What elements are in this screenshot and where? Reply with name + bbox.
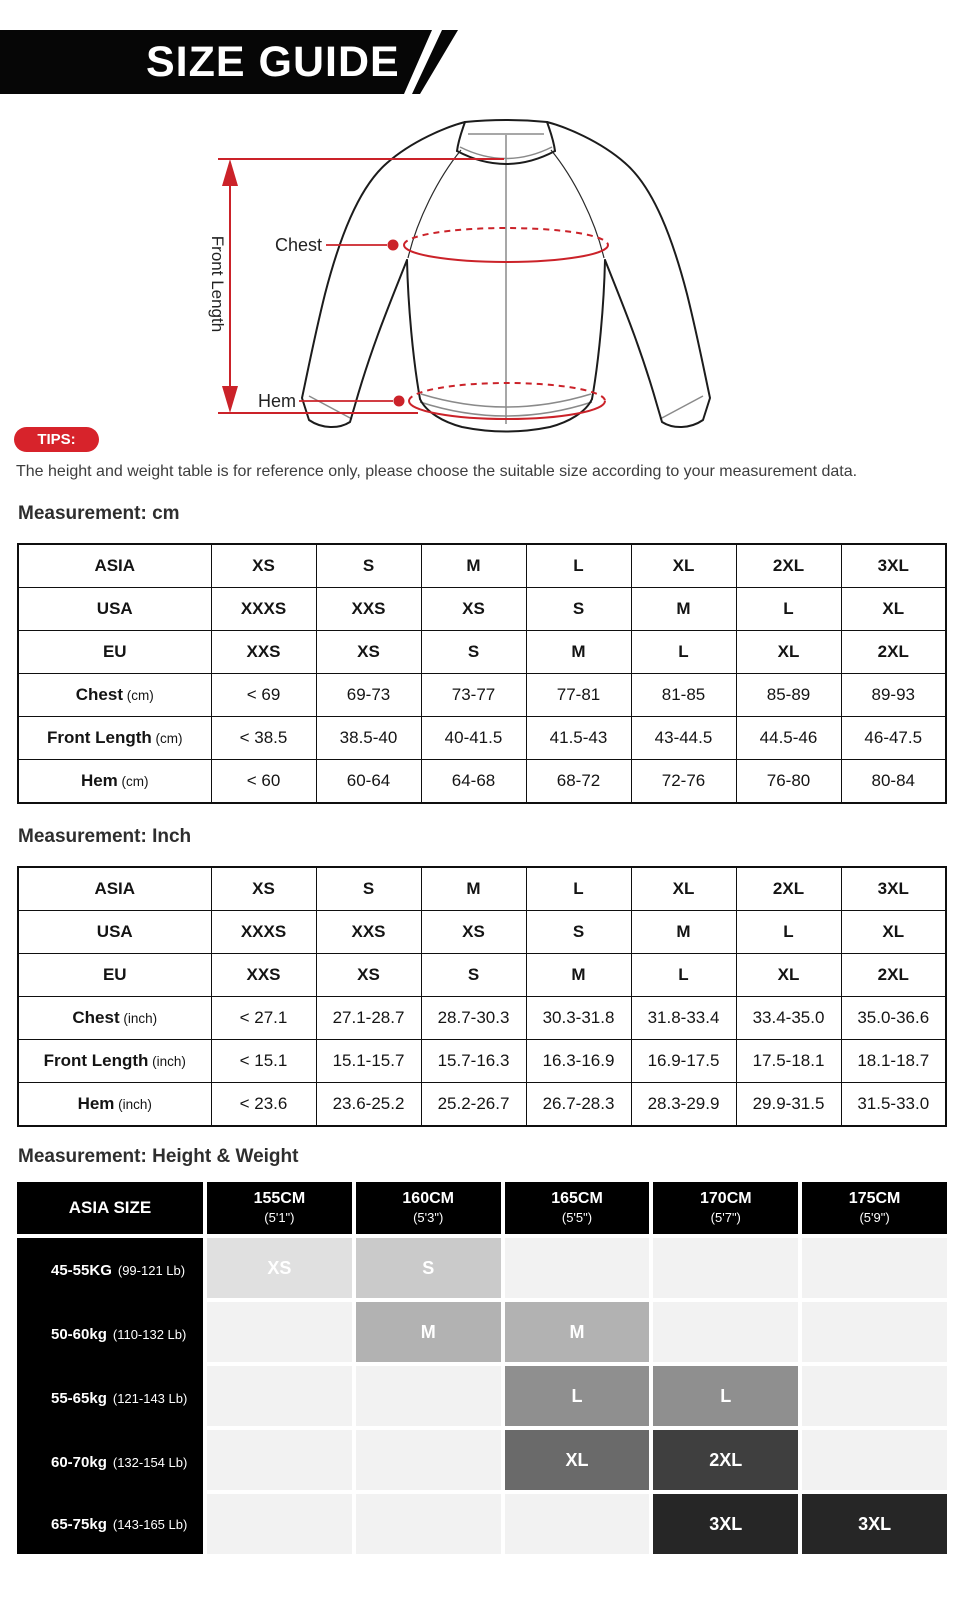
empty-cell — [802, 1302, 947, 1362]
jersey-inner-seams — [309, 134, 703, 424]
size-value-cell: 72-76 — [631, 760, 736, 804]
size-value-cell: M — [631, 911, 736, 954]
row-label: ASIA — [18, 544, 211, 588]
row-label: Chest (cm) — [18, 674, 211, 717]
asia-size-corner-cell: ASIA SIZE — [17, 1182, 203, 1234]
size-recommendation-grid — [207, 1238, 947, 1554]
size-value-cell: < 38.5 — [211, 717, 316, 760]
size-value-cell: 15.7-16.3 — [421, 1040, 526, 1083]
table-row — [18, 997, 946, 1040]
size-value-cell: 3XL — [841, 544, 946, 588]
size-value-cell: XL — [736, 631, 841, 674]
height-weight-header-row — [17, 1182, 947, 1234]
size-table-inch — [17, 866, 947, 1127]
size-value-cell: M — [526, 631, 631, 674]
recommended-size-cell: XS — [207, 1238, 352, 1298]
size-value-cell: 46-47.5 — [841, 717, 946, 760]
row-label: Front Length (inch) — [18, 1040, 211, 1083]
row-label: ASIA — [18, 867, 211, 911]
row-label: Hem (inch) — [18, 1083, 211, 1127]
size-value-cell: XXXS — [211, 911, 316, 954]
empty-cell — [653, 1238, 798, 1298]
size-value-cell: 31.5-33.0 — [841, 1083, 946, 1127]
size-table-cm — [17, 543, 947, 804]
size-value-cell: M — [421, 544, 526, 588]
size-value-cell: 2XL — [841, 954, 946, 997]
row-label: Hem (cm) — [18, 760, 211, 804]
size-value-cell: XL — [631, 867, 736, 911]
recommended-size-cell: S — [356, 1238, 501, 1298]
size-value-cell: 17.5-18.1 — [736, 1040, 841, 1083]
empty-cell — [505, 1494, 650, 1554]
row-label: Front Length (cm) — [18, 717, 211, 760]
size-value-cell: M — [526, 954, 631, 997]
table-row — [18, 760, 946, 804]
size-value-cell: 85-89 — [736, 674, 841, 717]
row-label: EU — [18, 631, 211, 674]
size-value-cell: XXS — [316, 911, 421, 954]
size-value-cell: 2XL — [841, 631, 946, 674]
row-label: Chest (inch) — [18, 997, 211, 1040]
size-value-cell: < 23.6 — [211, 1083, 316, 1127]
height-column-header: 170CM (5'7") — [653, 1182, 798, 1234]
size-guide-banner — [0, 30, 470, 94]
tips-text: The height and weight table is for reference only, please choose the suitable size according to your measurement data. — [16, 463, 858, 480]
chest-label: Chest — [274, 235, 322, 255]
size-value-cell: 29.9-31.5 — [736, 1083, 841, 1127]
measurement-dots-arrows — [222, 159, 405, 413]
size-value-cell: 26.7-28.3 — [526, 1083, 631, 1127]
measurement-marks — [218, 159, 608, 419]
recommended-size-cell: 2XL — [653, 1430, 798, 1490]
row-label: USA — [18, 588, 211, 631]
size-value-cell: XXXS — [211, 588, 316, 631]
size-value-cell: XL — [841, 588, 946, 631]
size-value-cell: XL — [631, 544, 736, 588]
size-value-cell: S — [421, 631, 526, 674]
recommended-size-cell: XL — [505, 1430, 650, 1490]
weight-row-label: 60-70kg (132-154 Lb) — [51, 1453, 188, 1471]
size-value-cell: 28.3-29.9 — [631, 1083, 736, 1127]
size-value-cell: S — [421, 954, 526, 997]
size-value-cell: S — [316, 544, 421, 588]
empty-cell — [207, 1366, 352, 1426]
size-value-cell: XS — [211, 544, 316, 588]
size-value-cell: 16.9-17.5 — [631, 1040, 736, 1083]
height-column-header: 160CM (5'3") — [356, 1182, 501, 1234]
size-value-cell: XXS — [316, 588, 421, 631]
empty-cell — [207, 1494, 352, 1554]
table-row — [18, 588, 946, 631]
size-value-cell: XL — [841, 911, 946, 954]
size-value-cell: 28.7-30.3 — [421, 997, 526, 1040]
size-value-cell: XS — [316, 631, 421, 674]
size-value-cell: 38.5-40 — [316, 717, 421, 760]
size-value-cell: S — [316, 867, 421, 911]
size-value-cell: < 69 — [211, 674, 316, 717]
height-column-header: 175CM (5'9") — [802, 1182, 947, 1234]
size-value-cell: 81-85 — [631, 674, 736, 717]
empty-cell — [802, 1430, 947, 1490]
size-value-cell: XS — [421, 911, 526, 954]
size-value-cell: < 27.1 — [211, 997, 316, 1040]
size-value-cell: M — [421, 867, 526, 911]
table-row — [18, 544, 946, 588]
weight-row-label: 55-65kg (121-143 Lb) — [51, 1389, 188, 1407]
table-row — [18, 867, 946, 911]
heading-measurement-cm: Measurement: cm — [18, 503, 180, 524]
front-length-label: Front Length — [208, 235, 227, 333]
size-value-cell: < 60 — [211, 760, 316, 804]
table-row — [18, 717, 946, 760]
hem-label: Hem — [257, 391, 296, 411]
size-value-cell: L — [736, 911, 841, 954]
size-value-cell: 25.2-26.7 — [421, 1083, 526, 1127]
size-value-cell: 2XL — [736, 544, 841, 588]
empty-cell — [653, 1302, 798, 1362]
size-value-cell: 80-84 — [841, 760, 946, 804]
height-weight-body — [17, 1238, 947, 1554]
size-value-cell: S — [526, 911, 631, 954]
size-value-cell: 41.5-43 — [526, 717, 631, 760]
weight-row-label: 45-55KG (99-121 Lb) — [51, 1261, 186, 1279]
empty-cell — [356, 1430, 501, 1490]
size-value-cell: 35.0-36.6 — [841, 997, 946, 1040]
empty-cell — [505, 1238, 650, 1298]
size-value-cell: 60-64 — [316, 760, 421, 804]
table-row — [18, 631, 946, 674]
recommended-size-cell: 3XL — [653, 1494, 798, 1554]
height-column-header: 165CM (5'5") — [505, 1182, 650, 1234]
table-row — [18, 1083, 946, 1127]
empty-cell — [802, 1238, 947, 1298]
table-row — [18, 1040, 946, 1083]
size-value-cell: 15.1-15.7 — [316, 1040, 421, 1083]
size-value-cell: 77-81 — [526, 674, 631, 717]
size-value-cell: XS — [316, 954, 421, 997]
size-value-cell: 27.1-28.7 — [316, 997, 421, 1040]
size-value-cell: XS — [211, 867, 316, 911]
size-value-cell: 23.6-25.2 — [316, 1083, 421, 1127]
arrowhead-down-icon — [222, 386, 238, 413]
recommended-size-cell: L — [653, 1366, 798, 1426]
size-value-cell: 2XL — [736, 867, 841, 911]
size-value-cell: XXS — [211, 631, 316, 674]
size-value-cell: L — [526, 544, 631, 588]
empty-cell — [207, 1302, 352, 1362]
empty-cell — [356, 1366, 501, 1426]
size-value-cell: 76-80 — [736, 760, 841, 804]
arrowhead-up-icon — [222, 159, 238, 186]
height-column-header: 155CM (5'1") — [207, 1182, 352, 1234]
table-row — [18, 911, 946, 954]
hem-dot — [394, 396, 405, 407]
weight-row-label: 50-60kg (110-132 Lb) — [51, 1325, 187, 1343]
size-value-cell: 89-93 — [841, 674, 946, 717]
size-value-cell: L — [736, 588, 841, 631]
size-value-cell: L — [631, 631, 736, 674]
height-weight-table — [17, 1182, 947, 1554]
recommended-size-cell: M — [505, 1302, 650, 1362]
heading-measurement-height-weight: Measurement: Height & Weight — [18, 1146, 299, 1167]
size-value-cell: 3XL — [841, 867, 946, 911]
size-value-cell: 40-41.5 — [421, 717, 526, 760]
empty-cell — [802, 1366, 947, 1426]
jersey-measurement-diagram — [170, 100, 800, 460]
size-value-cell: < 15.1 — [211, 1040, 316, 1083]
size-value-cell: XL — [736, 954, 841, 997]
size-value-cell: 16.3-16.9 — [526, 1040, 631, 1083]
size-value-cell: L — [631, 954, 736, 997]
heading-measurement-inch: Measurement: Inch — [18, 826, 192, 847]
size-value-cell: 30.3-31.8 — [526, 997, 631, 1040]
page-title: SIZE GUIDE — [146, 38, 400, 86]
empty-cell — [356, 1494, 501, 1554]
weight-label-column — [17, 1238, 203, 1554]
size-value-cell: 33.4-35.0 — [736, 997, 841, 1040]
size-value-cell: S — [526, 588, 631, 631]
table-row — [18, 674, 946, 717]
size-value-cell: 43-44.5 — [631, 717, 736, 760]
size-value-cell: 64-68 — [421, 760, 526, 804]
row-label: USA — [18, 911, 211, 954]
size-value-cell: 44.5-46 — [736, 717, 841, 760]
tips-badge: TIPS: — [14, 427, 99, 452]
table-row — [18, 954, 946, 997]
size-value-cell: L — [526, 867, 631, 911]
recommended-size-cell: 3XL — [802, 1494, 947, 1554]
recommended-size-cell: L — [505, 1366, 650, 1426]
size-value-cell: 68-72 — [526, 760, 631, 804]
size-value-cell: XS — [421, 588, 526, 631]
recommended-size-cell: M — [356, 1302, 501, 1362]
weight-row-label: 65-75kg (143-165 Lb) — [51, 1515, 188, 1533]
size-value-cell: 31.8-33.4 — [631, 997, 736, 1040]
size-value-cell: M — [631, 588, 736, 631]
row-label: EU — [18, 954, 211, 997]
size-value-cell: 69-73 — [316, 674, 421, 717]
size-value-cell: 18.1-18.7 — [841, 1040, 946, 1083]
size-value-cell: XXS — [211, 954, 316, 997]
chest-dot — [388, 240, 399, 251]
empty-cell — [207, 1430, 352, 1490]
size-value-cell: 73-77 — [421, 674, 526, 717]
